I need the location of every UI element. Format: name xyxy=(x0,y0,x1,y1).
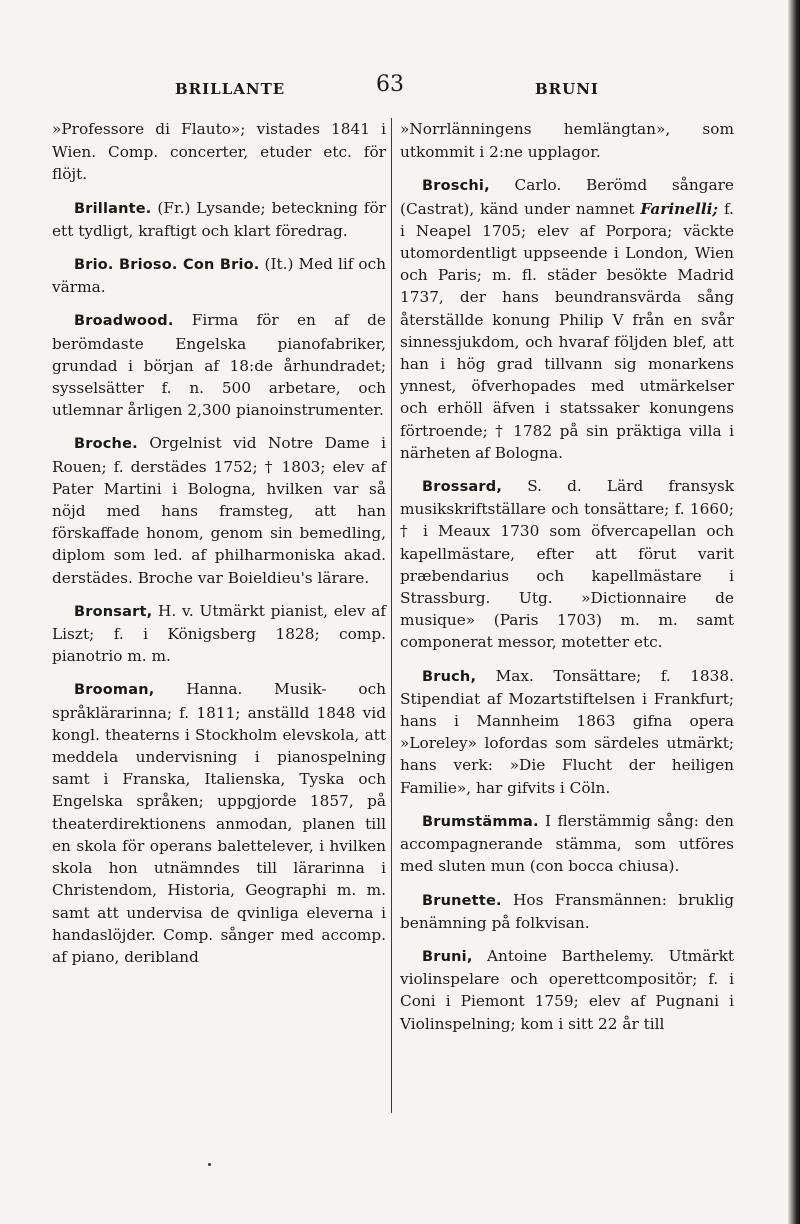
dictionary-entry xyxy=(400,665,734,799)
entry-text: Max. Tonsättare; f. 1838. Stipendiat af Mozartstiftelsen i Frankfurt; hans i Mannheim 1863 gifna opera »Loreley» lofordas som särdeles utmärkt; hans verk: »Die Flucht der heiligen Familie», har gifvits i Cöln. xyxy=(400,666,734,797)
dictionary-entry xyxy=(52,253,386,298)
entry-text: (It.) Med lif och värma. xyxy=(52,255,386,297)
entry-text: S. d. Lärd fransysk musikskriftställare och tonsättare; f. 1660; † i Meaux 1730 som öfvercapellan och kapellmästare, efter att förut varit præbendarius och kapellmästare i Strassburg. Utg. »Dictionnaire de musique» (Paris 1703) m. m. samt componerat messor, motetter etc. xyxy=(400,477,734,652)
entry-headword: Brossard, xyxy=(422,479,503,496)
entry-text: Hanna. Musik- och språklärarinna; f. 1811; anställd 1848 vid kongl. theaterns i Stockholm elevskola, att meddela undervisning i pianospelning samt i Franska, Italienska, Tyska och Engelska språken; uppgjorde 1857, på theaterdirektionens anmodan, planen till en skola för operans balettelever, i hvilken skola hon utnämndes till lärarinna i Christendom, Historia, Geographi m. m. samt att undervisa de qvinliga eleverna i handaslöjder. Comp. sånger med accomp. af piano, deribland xyxy=(52,680,386,966)
entry-text: H. v. Utmärkt pianist, elev af Liszt; f. i Königsberg 1828; comp. pianotrio m. m. xyxy=(52,601,386,666)
entry-text: Firma för en af de berömdaste Engelska pianofabriker, grundad i början af 18:de århundradet; sysselsätter f. n. 500 arbetare, och utlemnar årligen 2,300 pianoinstrumenter. xyxy=(52,311,386,420)
page-edge-shadow xyxy=(788,0,800,1224)
right-column xyxy=(400,118,734,1046)
dictionary-entry xyxy=(400,889,734,934)
entry-text: Orgelnist vid Notre Dame i Rouen; f. derstädes 1752; † 1803; elev af Pater Martini i Bologna, hvilken var så nöjd med hans framsteg, att han förskaffade honom, genom sin bemedling, diplom som led. af philharmoniska akad. derstädes. Broche var Boieldieu's lärare. xyxy=(52,434,386,587)
entry-text: Carlo. Berömd sångare (Castrat), känd under namnet xyxy=(400,176,734,218)
dictionary-entry xyxy=(52,678,386,968)
dictionary-entry xyxy=(400,945,734,1035)
entry-headword: Bruch, xyxy=(422,668,477,685)
running-head-left: BRILLANTE xyxy=(175,80,286,98)
ink-speck xyxy=(208,1163,211,1166)
entry-headword: Brooman, xyxy=(74,682,155,699)
entry-text: »Professore di Flauto»; vistades 1841 i Wien. Comp. concerter, etuder etc. för flöjt. xyxy=(52,120,386,184)
entry-headword: Broadwood. xyxy=(74,313,174,330)
dictionary-entry xyxy=(400,174,734,464)
entry-headword: Broche. xyxy=(74,436,138,453)
entry-text: »Norrlänningens hemlängtan», som utkommit i 2:ne upplagor. xyxy=(400,120,734,162)
dictionary-entry xyxy=(52,600,386,668)
running-head-right: BRUNI xyxy=(535,80,599,98)
left-column xyxy=(52,118,386,979)
dictionary-entry xyxy=(52,309,386,421)
entry-headword: Bronsart, xyxy=(74,603,153,620)
entry-headword: Bruni, xyxy=(422,948,473,965)
dictionary-entry xyxy=(400,118,734,163)
entry-headword: Broschi, xyxy=(422,178,490,195)
dictionary-entry xyxy=(400,475,734,654)
entry-text: f. i Neapel 1705; elev af Porpora; väckte utomordentligt uppseende i London, Wien och Paris; m. fl. städer besökte Madrid 1737, der hans beundransvärda sång återställde konung Philip V från en svår sinnessjukdom, och hvaraf följden blef, att han i hög grad tillvann sig monarkens ynnest, öfverhopades med utmärkelser och erhöll äfven i statssaker konungens förtroende; † 1782 på sin präktiga villa i närheten af Bologna. xyxy=(400,199,735,462)
dictionary-entry xyxy=(52,118,386,186)
entry-italic-name: Farinelli; xyxy=(640,199,719,218)
entry-headword: Brio. Brioso. Con Brio. xyxy=(74,257,260,274)
entry-text: Hos Fransmännen: bruklig benämning på folkvisan. xyxy=(400,890,734,932)
entry-headword: Brillante. xyxy=(74,200,152,217)
page-number: 63 xyxy=(376,72,404,97)
entry-headword: Brumstämma. xyxy=(422,813,539,830)
page-header xyxy=(0,72,800,112)
dictionary-entry xyxy=(400,810,734,878)
dictionary-entry xyxy=(52,197,386,242)
column-divider xyxy=(391,118,392,1113)
dictionary-entry xyxy=(52,432,386,588)
entry-text: (Fr.) Lysande; beteckning för ett tydligt, kraftigt och klart föredrag. xyxy=(52,198,386,240)
entry-headword: Brunette. xyxy=(422,892,502,909)
entry-text: I flerstämmig sång: den accompagnerande stämma, som utföres med sluten mun (con bocca chiusa). xyxy=(400,811,734,876)
entry-text: Antoine Barthelemy. Utmärkt violinspelare och operettcompositör; f. i Coni i Piemont 1759; elev af Pugnani i Violinspelning; kom i sitt 22 år till xyxy=(400,946,734,1033)
